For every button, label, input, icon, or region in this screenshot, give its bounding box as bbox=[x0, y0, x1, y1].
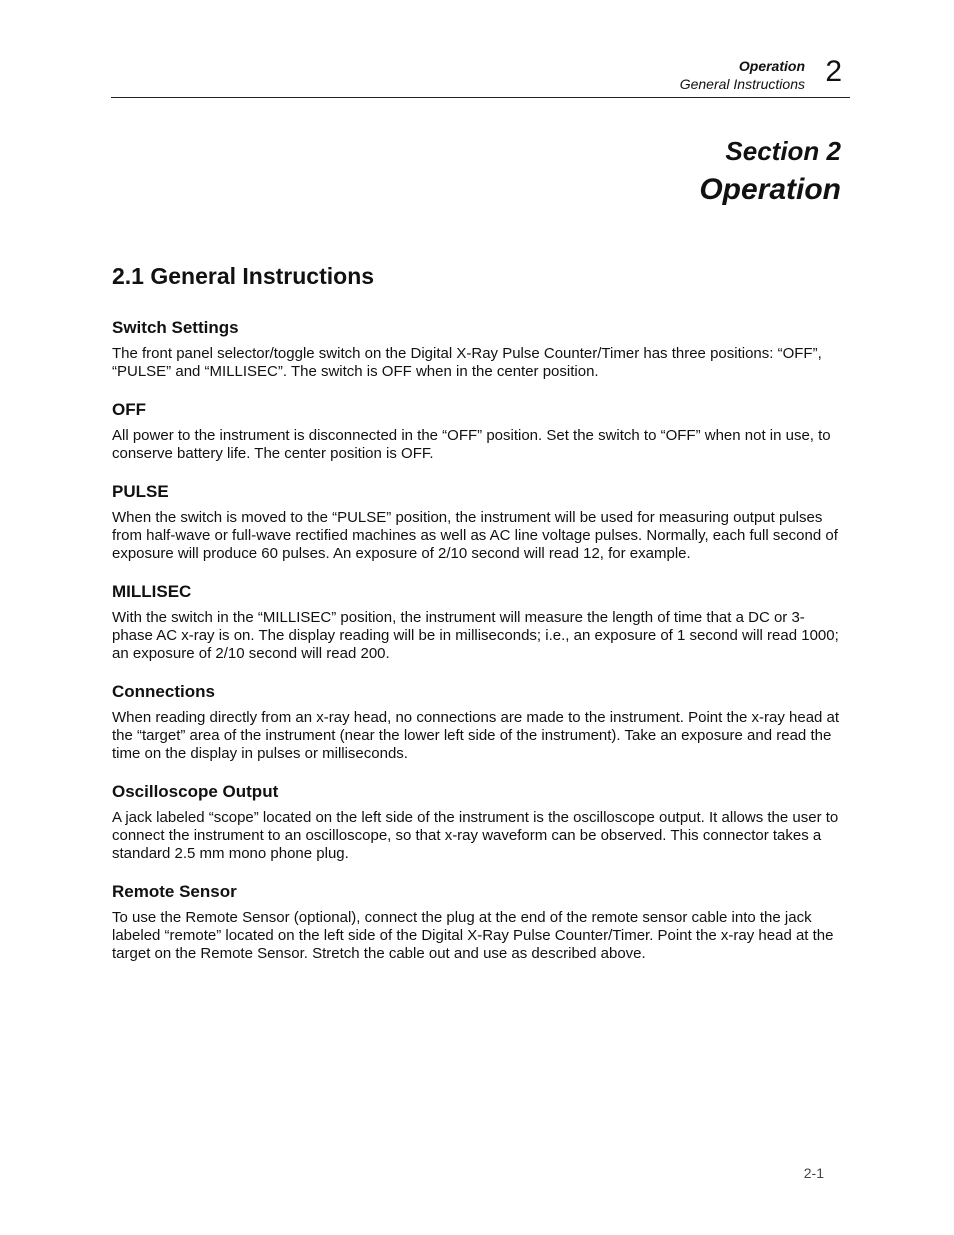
subsection-heading-oscilloscope-output: Oscilloscope Output bbox=[112, 782, 279, 801]
subsection-heading-remote-sensor: Remote Sensor bbox=[112, 882, 237, 901]
subsection-body-off: All power to the instrument is disconnected in the “OFF” position. Set the switch to “OFF” when not in use, to conserve battery life. The center position is OFF. bbox=[112, 427, 831, 462]
running-header-chapter-number: 2 bbox=[825, 55, 842, 88]
subsection-body-switch-settings: The front panel selector/toggle switch on the Digital X-Ray Pulse Counter/Timer has three positions: “OFF”, “PULSE” and “MILLISEC”. The switch is OFF when in the center position. bbox=[112, 345, 822, 380]
subsection-heading-switch-settings: Switch Settings bbox=[112, 318, 239, 337]
running-header-section: General Instructions bbox=[679, 76, 805, 92]
subsection-heading-millisec: MILLISEC bbox=[112, 582, 192, 601]
subsection-body-pulse: When the switch is moved to the “PULSE” position, the instrument will be used for measuring output pulses from half-wave or full-wave rectified machines as well as AC line voltage pulses. Normally, each full second of exposure will produce 60 pulses. An exposure of 2/10 second will read 12, for example. bbox=[112, 509, 838, 562]
subsection-heading-off: OFF bbox=[112, 400, 146, 419]
section-title-block bbox=[699, 133, 841, 211]
subsection-body-connections: When reading directly from an x-ray head, no connections are made to the instrument. Point the x-ray head at the “target” area of the instrument (near the lower left side of the instrument). Take an exposure and read the time on the display in pulses or milliseconds. bbox=[112, 709, 840, 762]
running-header bbox=[111, 55, 850, 98]
section-name: Operation bbox=[699, 173, 841, 206]
running-header-text bbox=[680, 57, 805, 93]
main-heading: 2.1 General Instructions bbox=[112, 263, 375, 289]
page-content bbox=[112, 260, 844, 981]
subsection-body-millisec: With the switch in the “MILLISEC” position, the instrument will measure the length of time that a DC or 3-phase AC x-ray is on. The display reading will be in milliseconds; i.e., an exposure of 1 second will read 1000; an exposure of 2/10 second will read 200. bbox=[112, 609, 839, 662]
subsection-body-oscilloscope-output: A jack labeled “scope” located on the left side of the instrument is the oscilloscope output. It allows the user to connect the instrument to an oscilloscope, so that x-ray waveform can be observed. This connector takes a standard 2.5 mm mono phone plug. bbox=[112, 809, 839, 862]
subsection-body-remote-sensor: To use the Remote Sensor (optional), connect the plug at the end of the remote sensor cable into the jack labeled “remote” located on the left side of the Digital X-Ray Pulse Counter/Timer. Point the x-ray head at the target on the Remote Sensor. Stretch the cable out and use as described above. bbox=[112, 909, 834, 962]
section-label: Section 2 bbox=[725, 136, 841, 166]
subsection-heading-connections: Connections bbox=[112, 682, 215, 701]
page-number: 2-1 bbox=[803, 1165, 824, 1181]
subsection-heading-pulse: PULSE bbox=[112, 482, 169, 501]
running-header-chapter: Operation bbox=[738, 58, 805, 74]
